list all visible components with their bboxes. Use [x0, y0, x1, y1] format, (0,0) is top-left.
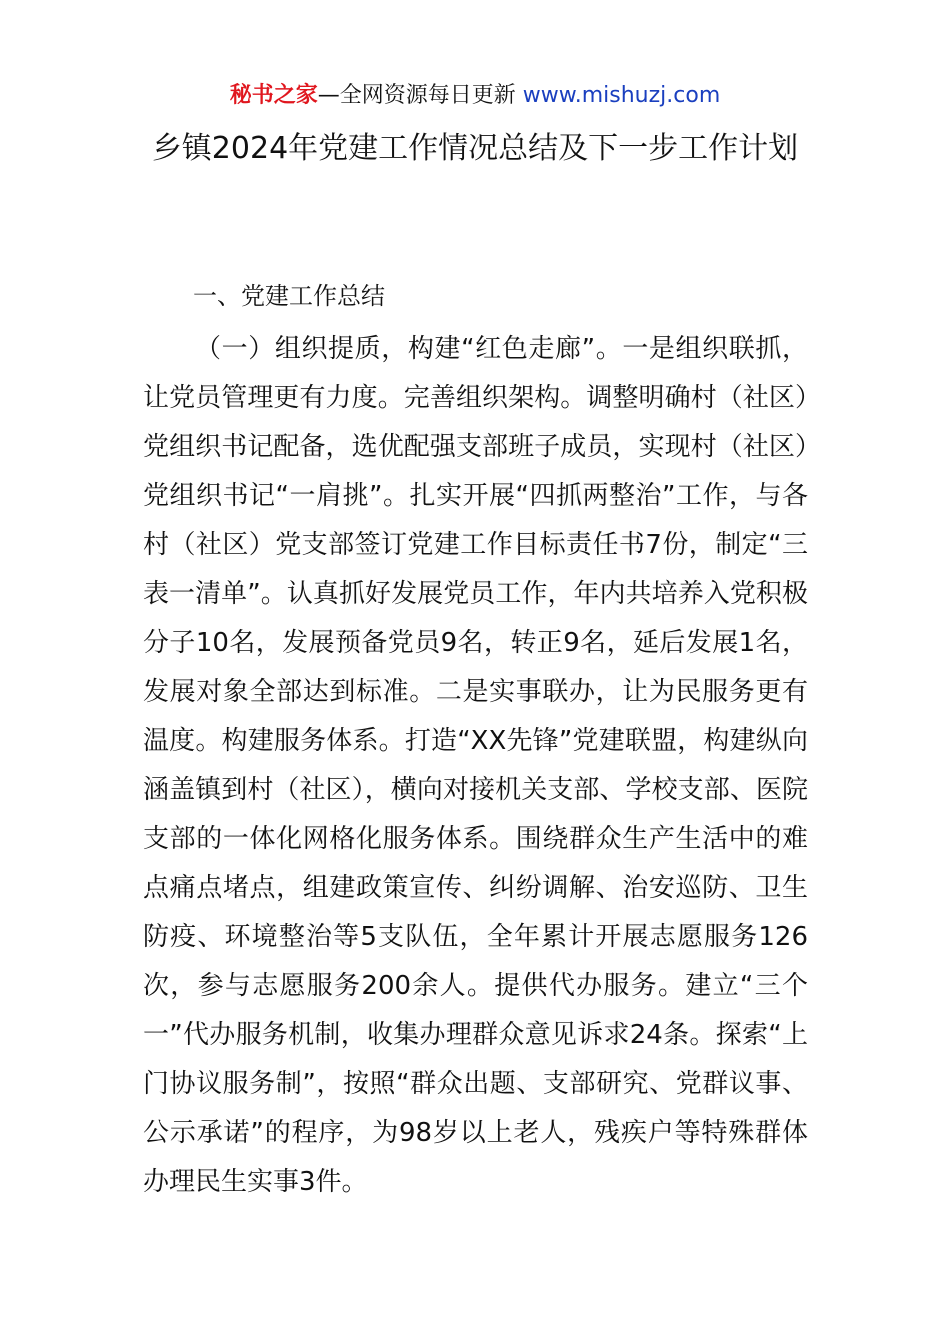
body-paragraph: （一）组织提质，构建“红色走廊”。一是组织联抓，让党员管理更有力度。完善组织架构。调整明确村（社区）党组织书记配备，选优配强支部班子成员，实现村（社区）党组织书记“一肩挑”。扎实开展“四抓两整治”工作，与各村（社区）党支部签订党建工作目标责任书7份，制定“三表一清单”。认真抓好发展党员工作，年内共培养入党积极分子10名，发展预备党员9名，转正9名，延后发展1名，发展对象全部达到标准。二是实事联办，让为民服务更有温度。构建服务体系。打造“XX先锋”党建联盟，构建纵向涵盖镇到村（社区），横向对接机关支部、学校支部、医院支部的一体化网格化服务体系。围绕群众生产生活中的难点痛点堵点，组建政策宣传、纠纷调解、治安巡防、卫生防疫、环境整治等5支队伍，全年累计开展志愿服务126次，参与志愿服务200余人。提供代办服务。建立“三个一”代办服务机制，收集办理群众意见诉求24条。探索“上门协议服务制”，按照“群众出题、支部研究、党群议事、公示承诺”的程序，为98岁以上老人，残疾户等特殊群体办理民生实事3件。 [143, 334, 808, 1197]
section-heading: 一、党建工作总结 [193, 282, 385, 310]
document-title: 乡镇2024年党建工作情况总结及下一步工作计划 [151, 131, 799, 166]
header-tagline: —全网资源每日更新 [317, 83, 516, 108]
site-url-link[interactable]: www.mishuzj.com [522, 83, 721, 108]
brand-name: 秘书之家 [229, 83, 318, 108]
site-header [0, 78, 950, 114]
